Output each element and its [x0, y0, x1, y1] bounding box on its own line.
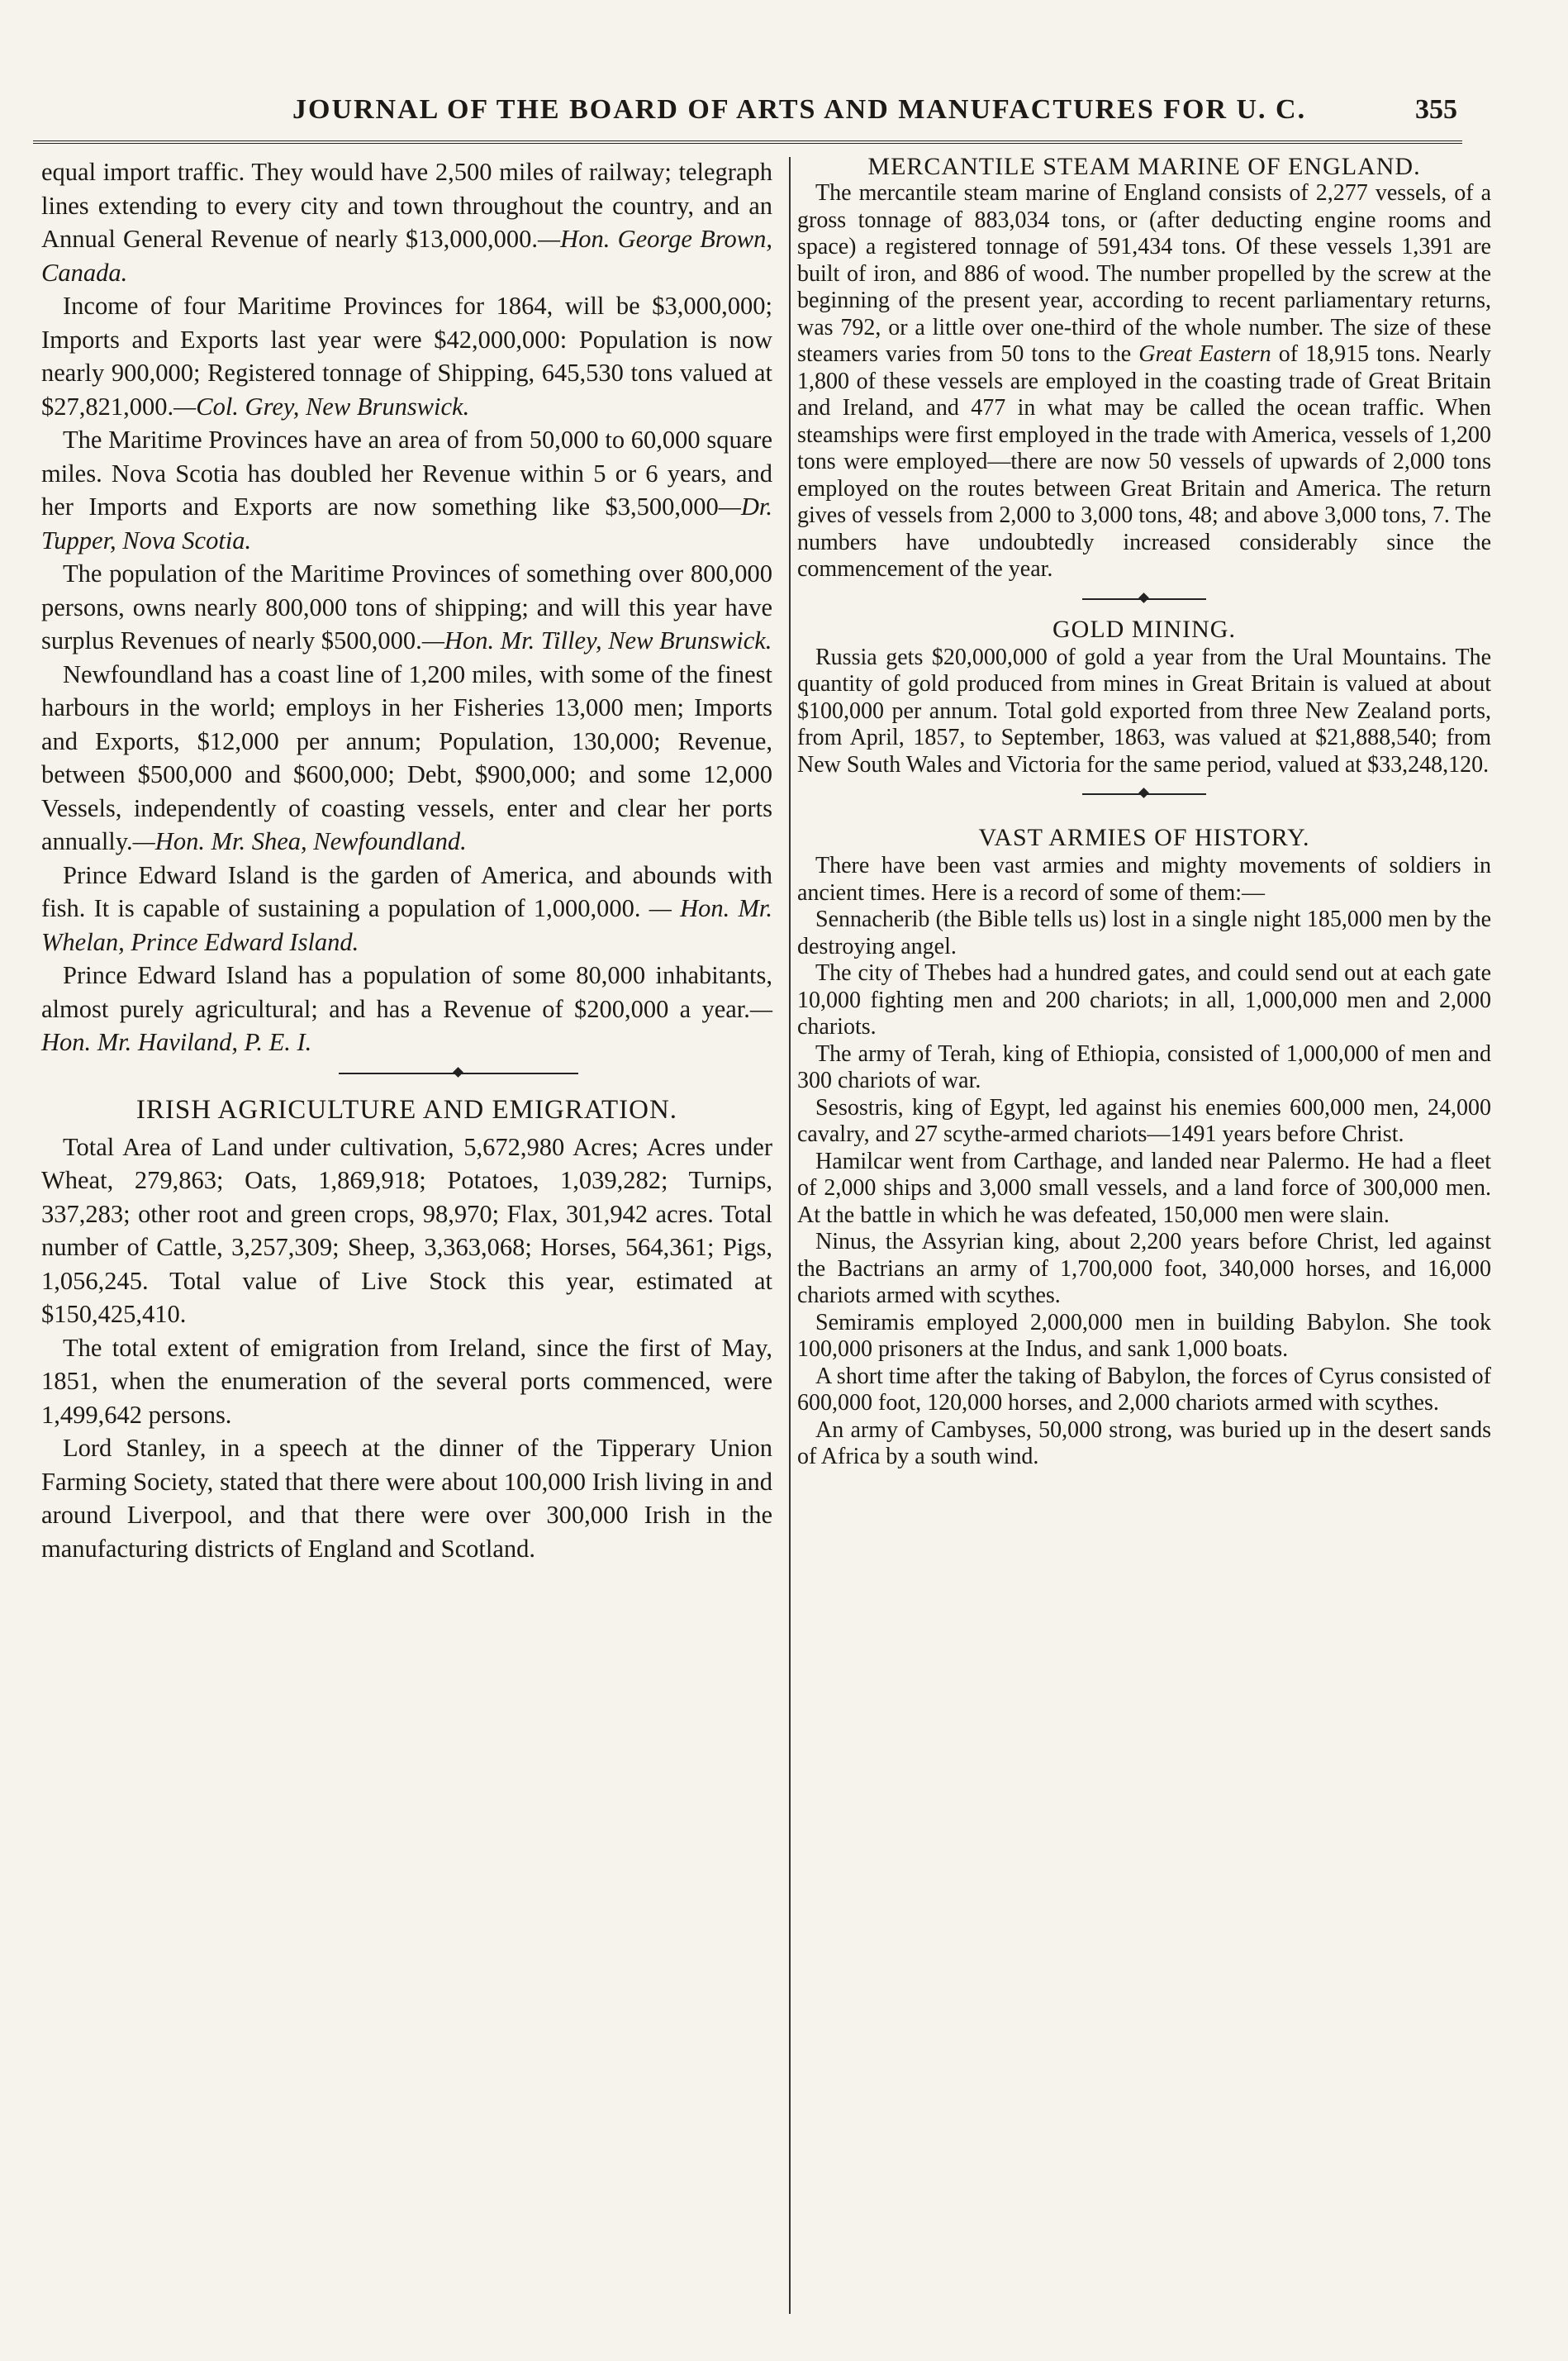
- paragraph: [41, 859, 772, 959]
- paragraph: [41, 658, 772, 859]
- paragraph: Sennacherib (the Bible tells us) lost in a single night 185,000 men by the destroying angel.: [797, 907, 1491, 959]
- paragraph: Sesostris, king of Egypt, led against his enemies 600,000 men, 24,000 cavalry, and 27 scythe-armed chariots—1491 years before Christ.: [797, 1094, 1491, 1147]
- section-divider: [1082, 590, 1206, 608]
- right-column: [797, 155, 1491, 1471]
- paragraph: Semiramis employed 2,000,000 men in building Babylon. She took 100,000 prisoners at the Indus, and sank 1,000 boats.: [797, 1309, 1491, 1362]
- paragraph: Ninus, the Assyrian king, about 2,200 years before Christ, led against the Bactrians an army of 1,700,000 foot, 340,000 horses, and 16,000 chariots armed with scythes.: [797, 1229, 1491, 1308]
- running-head: JOURNAL OF THE BOARD OF ARTS AND MANUFACTURES FOR U. C.: [292, 94, 1307, 125]
- section-divider: [1082, 785, 1206, 803]
- paragraph: The total extent of emigration from Ireland, since the first of May, 1851, when the enumeration of the several ports commenced, were 1,499,642 persons.: [41, 1333, 772, 1429]
- attribution: — Hon. Mr. Whelan, Prince Edward Island.: [41, 894, 773, 956]
- section-heading-vast-armies: VAST ARMIES OF HISTORY.: [978, 824, 1310, 851]
- paragraph-text: of 18,915 tons. Nearly 1,800 of these vessels are employed in the coasting trade of Great Britain and Ireland, and 477 in what may be called the ocean traffic. When steamships were first employed in the trade with America, vessels of 1,200 tons were employed—there are now 50 vessels of upwards of 2,000 tons employed on the routes between Great Britain and America. The return gives of vessels from 2,000 to 3,000 tons, 48; and above 3,000 tons, 7. The numbers have undoubtedly increased considerably since the commencement of the year.: [797, 341, 1492, 582]
- attribution: —Hon. Mr. Tilley, New Brunswick.: [421, 626, 772, 655]
- section-heading-steam-marine: MERCANTILE STEAM MARINE OF ENGLAND.: [867, 153, 1421, 180]
- paragraph-text: equal import traffic. They would have 2,500 miles of railway; telegraph lines extending to every city and town throughout the country, and an Annual General Revenue of nearly $13,000,000.: [41, 158, 772, 253]
- paragraph: An army of Cambyses, 50,000 strong, was buried up in the desert sands of Africa by a south wind.: [797, 1416, 1491, 1469]
- attribution: —Hon. Mr. Shea, Newfoundland.: [132, 827, 467, 855]
- paragraph-text: Newfoundland has a coast line of 1,200 miles, with some of the finest harbours in the world; employs in her Fisheries 13,000 men; Imports and Exports, $12,000 per annum; Population, 130,000; Revenue, between $500,000 and $600,000; Debt, $900,000; and some 12,000 Vessels, independently of coasting vessels, enter and clear her ports annually.: [41, 659, 772, 855]
- paragraph: Lord Stanley, in a speech at the dinner of the Tipperary Union Farming Society, stated that there were about 100,000 Irish living in and around Liverpool, and that there were over 300,000 Irish in the manufacturing districts of England and Scotland.: [41, 1434, 772, 1563]
- paragraph: There have been vast armies and mighty movements of soldiers in ancient times. Here is a record of some of them:—: [797, 853, 1491, 906]
- left-column: [41, 155, 772, 1565]
- paragraph: [41, 289, 772, 423]
- paragraph: Hamilcar went from Carthage, and landed near Palermo. He had a fleet of 2,000 ships and 3,000 small vessels, and a land force of 300,000 men. At the battle in which he was defeated, 150,000 men were slain.: [797, 1148, 1491, 1228]
- paragraph: [41, 557, 772, 658]
- section-heading-irish: IRISH AGRICULTURE AND EMIGRATION.: [135, 1094, 678, 1125]
- attribution: —Hon. Mr. Haviland, P. E. I.: [41, 994, 772, 1056]
- section-divider: [339, 1064, 578, 1083]
- attribution: —Dr. Tupper, Nova Scotia.: [41, 493, 772, 555]
- paragraph: [797, 180, 1491, 583]
- paragraph: Russia gets $20,000,000 of gold a year from the Ural Mountains. The quantity of gold produced from mines in Great Britain is valued at about $100,000 per annum. Total gold exported from three New Zealand ports, from April, 1857, to September, 1863, was valued at $21,888,540; from New South Wales and Victoria for the same period, valued at $33,248,120.: [797, 644, 1491, 778]
- attribution: —Col. Grey, New Brunswick.: [173, 392, 470, 421]
- paragraph-text: Prince Edward Island has a population of some 80,000 inhabitants, almost purely agricultural; and has a Revenue of $200,000 a year.: [41, 961, 772, 1023]
- italic-ship-name: Great Eastern: [1138, 341, 1271, 367]
- paragraph: Total Area of Land under cultivation, 5,672,980 Acres; Acres under Wheat, 279,863; Oats, 1,869,918; Potatoes, 1,039,282; Turnips, 337,283; other root and green crops, 98,970; Flax, 301,942 acres. Total number of Cattle, 3,257,309; Sheep, 3,363,068; Horses, 564,361; Pigs, 1,056,245. Total value of Live Stock this year, estimated at $150,425,410.: [41, 1132, 772, 1328]
- paragraph: [41, 959, 772, 1059]
- paragraph-text: Prince Edward Island is the garden of America, and abounds with fish. It is capable of sustaining a population of 1,000,000.: [41, 860, 772, 922]
- paragraph: [41, 155, 772, 289]
- paragraph-text: Income of four Maritime Provinces for 1864, will be $3,000,000; Imports and Exports last year were $42,000,000: Population is now nearly 900,000; Registered tonnage of Shipping, 645,530 tons valued at $27,821,000.: [41, 292, 772, 421]
- paragraph: [41, 423, 772, 557]
- paragraph: The city of Thebes had a hundred gates, and could send out at each gate 10,000 fighting men and 200 chariots; in all, 1,000,000 men and 2,000 chariots.: [797, 960, 1491, 1040]
- paragraph-text: The population of the Maritime Provinces of something over 800,000 persons, owns nearly 800,000 tons of shipping; and will this year have surplus Revenues of nearly $500,000.: [41, 559, 772, 655]
- section-heading-gold-mining: GOLD MINING.: [1052, 615, 1236, 643]
- paragraph: The army of Terah, king of Ethiopia, consisted of 1,000,000 of men and 300 chariots of war.: [797, 1040, 1491, 1093]
- column-rule: [789, 157, 791, 2314]
- attribution: —Hon. George Brown, Canada.: [41, 225, 773, 287]
- paragraph: A short time after the taking of Babylon, the forces of Cyrus consisted of 600,000 foot, 120,000 horses, and 2,000 chariots armed with scythes.: [797, 1363, 1491, 1416]
- header-rule: [33, 140, 1462, 144]
- page-header: [53, 86, 1457, 144]
- page-number: 355: [1415, 94, 1457, 125]
- paragraph-text: The Maritime Provinces have an area of from 50,000 to 60,000 square miles. Nova Scotia has doubled her Revenue within 5 or 6 years, and her Imports and Exports are now something like $3,500,000: [41, 426, 772, 521]
- paragraph-text: The mercantile steam marine of England consists of 2,277 vessels, of a gross tonnage of 883,034 tons, or (after deducting engine rooms and space) a registered tonnage of 591,434 tons. Of these vessels 1,391 are built of iron, and 886 of wood. The number propelled by the screw at the beginning of the present year, according to recent parliamentary returns, was 792, or a little over one-third of the whole number. The size of these steamers varies from 50 tons to the: [797, 180, 1491, 367]
